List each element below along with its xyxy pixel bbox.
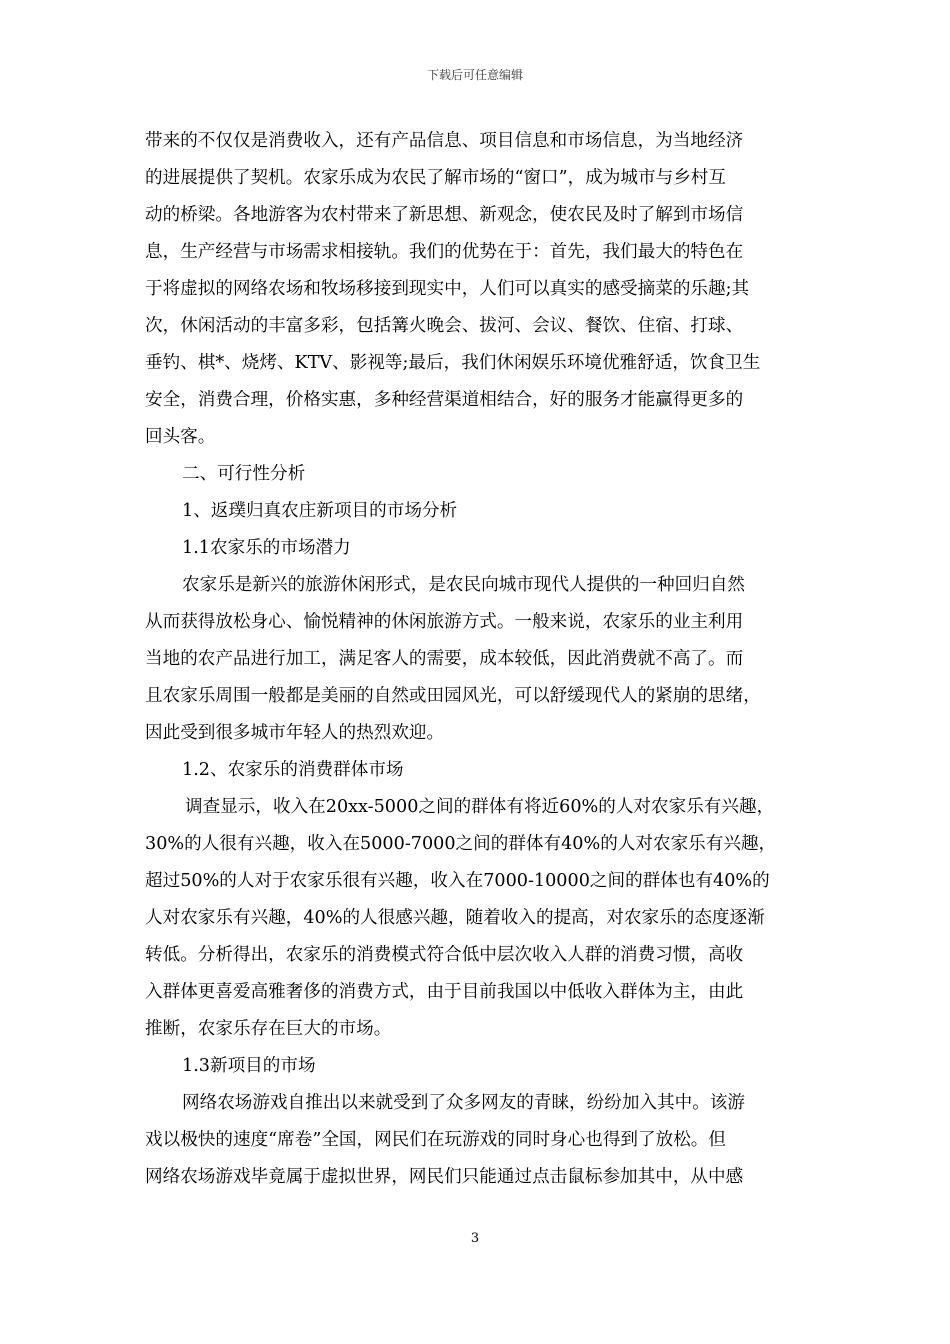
page-number: 3 — [470, 1231, 480, 1246]
text-line: 从而获得放松身心、愉悦精神的休闲旅游方式。一般来说，农家乐的业主利用 — [145, 612, 744, 632]
text-line: 推断，农家乐存在巨大的市场。 — [145, 1019, 392, 1039]
text-line: 动的桥梁。各地游客为农村带来了新思想、新观念，使农民及时了解到市场信 — [145, 205, 744, 225]
text-line: 息，生产经营与市场需求相接轨。我们的优势在于：首先，我们最大的特色在 — [145, 242, 744, 262]
text-line: 且农家乐周围一般都是美丽的自然或田园风光，可以舒缓现代人的紧崩的思绪， — [145, 686, 761, 706]
text-line: 网络农场游戏自推出以来就受到了众多网友的青睐，纷纷加入其中。该游 — [182, 1093, 746, 1113]
text-line: 于将虚拟的网络农场和牧场移接到现实中，人们可以真实的感受摘菜的乐趣;其 — [145, 279, 750, 299]
text-line: 戏以极快的速度“席卷”全国，网民们在玩游戏的同时身心也得到了放松。但 — [145, 1130, 726, 1150]
subsection-heading: 1.2、农家乐的消费群体市场 — [182, 760, 404, 780]
text-line: 网络农场游戏毕竟属于虚拟世界，网民们只能通过点击鼠标参加其中，从中感 — [145, 1167, 744, 1187]
text-line: 入群体更喜爱高雅奢侈的消费方式，由于目前我国以中低收入群体为主，由此 — [145, 982, 744, 1002]
text-line: 人对农家乐有兴趣，40%的人很感兴趣，随着收入的提高，对农家乐的态度逐渐 — [145, 908, 765, 928]
subsection-heading: 1、返璞归真农庄新项目的市场分析 — [182, 501, 458, 521]
text-line: 带来的不仅仅是消费收入，还有产品信息、项目信息和市场信息，为当地经济 — [145, 131, 744, 151]
text-line: 调查显示，收入在20xx-5000之间的群体有将近60%的人对农家乐有兴趣， — [185, 797, 775, 817]
paragraph-new-project-market — [145, 1085, 817, 1196]
text-line: 次，休闲活动的丰富多彩，包括篝火晚会、拔河、会议、餐饮、住宿、打球、 — [145, 316, 744, 336]
paragraph-advantages — [145, 123, 817, 456]
paragraph-consumer-groups — [145, 789, 817, 1048]
subsection-heading: 1.3新项目的市场 — [182, 1056, 316, 1076]
text-line: 转低。分析得出，农家乐的消费模式符合低中层次收入人群的消费习惯，高收 — [145, 945, 744, 965]
text-line: 回头客。 — [145, 427, 216, 447]
text-line: 因此受到很多城市年轻人的热烈欢迎。 — [145, 723, 445, 743]
document-body — [145, 123, 817, 1196]
text-line: 安全，消费合理，价格实惠，多种经营渠道相结合，好的服务才能赢得更多的 — [145, 390, 744, 410]
page-header-note: 下载后可任意编辑 — [426, 68, 523, 82]
subsection-heading: 1.1农家乐的市场潜力 — [182, 538, 351, 558]
text-line: 超过50%的人对于农家乐很有兴趣，收入在7000-10000之间的群体也有40%的 — [145, 871, 770, 891]
text-line: 农家乐是新兴的旅游休闲形式，是农民向城市现代人提供的一种回归自然 — [182, 575, 746, 595]
paragraph-market-potential — [145, 567, 817, 752]
text-line: 30%的人很有兴趣，收入在5000-7000之间的群体有40%的人对农家乐有兴趣， — [145, 834, 777, 854]
text-line: 垂钓、棋*、烧烤、KTV、影视等;最后，我们休闲娱乐环境优雅舒适，饮食卫生 — [145, 353, 761, 373]
text-line: 的进展提供了契机。农家乐成为农民了解市场的“窗口”，成为城市与乡村互 — [145, 168, 726, 188]
section-heading: 二、可行性分析 — [182, 464, 306, 484]
text-line: 当地的农产品进行加工，满足客人的需要，成本较低，因此消费就不高了。而 — [145, 649, 744, 669]
